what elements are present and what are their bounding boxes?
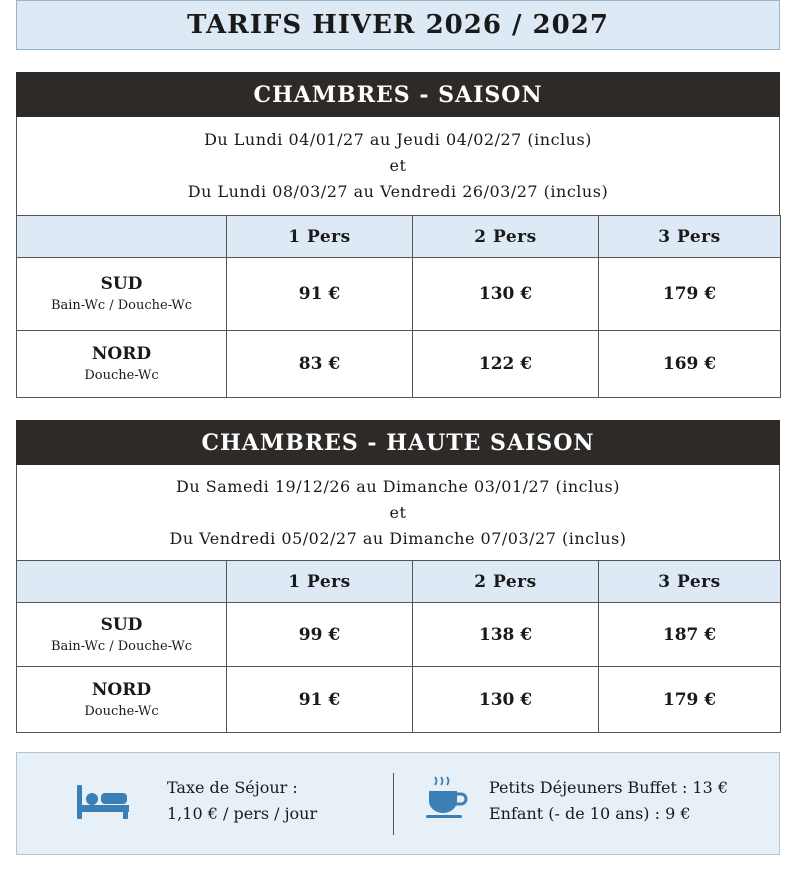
price-cell: 83 € — [227, 331, 413, 398]
column-header: 2 Pers — [413, 216, 599, 258]
section-heading: CHAMBRES - SAISON — [16, 72, 780, 117]
section-saison — [16, 72, 780, 398]
date-range-2: Du Lundi 08/03/27 au Vendredi 26/03/27 (inclus) — [187, 182, 609, 201]
price-cell: 99 € — [227, 603, 413, 667]
child-breakfast-price: Enfant (- de 10 ans) : 9 € — [489, 804, 691, 823]
price-cell: 91 € — [227, 258, 413, 331]
header-empty-cell — [17, 216, 227, 258]
room-type-cell — [17, 603, 227, 667]
tax-amount: 1,10 € / pers / jour — [167, 804, 318, 823]
table-row — [17, 603, 781, 667]
price-cell: 187 € — [599, 603, 781, 667]
price-cell: 130 € — [413, 258, 599, 331]
room-description: Bain-Wc / Douche-Wc — [50, 298, 193, 313]
price-cell: 130 € — [413, 667, 599, 733]
price-table — [16, 215, 781, 398]
table-row — [17, 331, 781, 398]
date-ranges — [16, 117, 780, 215]
room-description: Bain-Wc / Douche-Wc — [50, 638, 193, 654]
room-description: Douche-Wc — [84, 703, 159, 719]
date-range-1: Du Lundi 04/01/27 au Jeudi 04/02/27 (inclus) — [204, 130, 592, 149]
price-cell: 91 € — [227, 667, 413, 733]
footer-divider — [393, 773, 394, 835]
tax-info — [167, 775, 317, 827]
price-cell: 179 € — [599, 667, 781, 733]
column-header: 2 Pers — [413, 561, 599, 603]
page-title: TARIFS HIVER 2026 / 2027 — [16, 0, 780, 50]
column-header: 1 Pers — [227, 561, 413, 603]
price-cell: 122 € — [413, 331, 599, 398]
tax-label: Taxe de Séjour : — [167, 778, 298, 797]
table-header-row — [17, 561, 781, 603]
date-ranges — [16, 465, 780, 560]
header-empty-cell — [17, 561, 227, 603]
breakfast-info — [489, 775, 728, 827]
date-range-1: Du Samedi 19/12/26 au Dimanche 03/01/27 (inclus) — [176, 476, 620, 496]
bed-icon — [75, 783, 131, 823]
price-table — [16, 560, 781, 733]
room-name: NORD — [91, 344, 152, 364]
column-header: 3 Pers — [599, 216, 781, 258]
breakfast-price: Petits Déjeuners Buffet : 13 € — [489, 778, 729, 797]
room-type-cell — [17, 331, 227, 398]
price-cell: 169 € — [599, 331, 781, 398]
table-header-row — [17, 216, 781, 258]
room-type-cell — [17, 258, 227, 331]
date-connector: et — [389, 502, 407, 522]
price-cell: 138 € — [413, 603, 599, 667]
date-range-2: Du Vendredi 05/02/27 au Dimanche 07/03/27 (inclus) — [169, 528, 627, 548]
room-name: SUD — [100, 274, 143, 294]
column-header: 3 Pers — [599, 561, 781, 603]
table-row — [17, 258, 781, 331]
date-connector: et — [389, 156, 407, 175]
coffee-cup-icon — [425, 775, 469, 821]
section-haute-saison — [16, 420, 780, 733]
room-name: NORD — [91, 679, 152, 700]
room-type-cell — [17, 667, 227, 733]
room-description: Douche-Wc — [84, 368, 159, 383]
info-footer — [16, 752, 780, 855]
column-header: 1 Pers — [227, 216, 413, 258]
room-name: SUD — [100, 614, 143, 635]
section-heading: CHAMBRES - HAUTE SAISON — [16, 420, 780, 465]
price-cell: 179 € — [599, 258, 781, 331]
table-row — [17, 667, 781, 733]
